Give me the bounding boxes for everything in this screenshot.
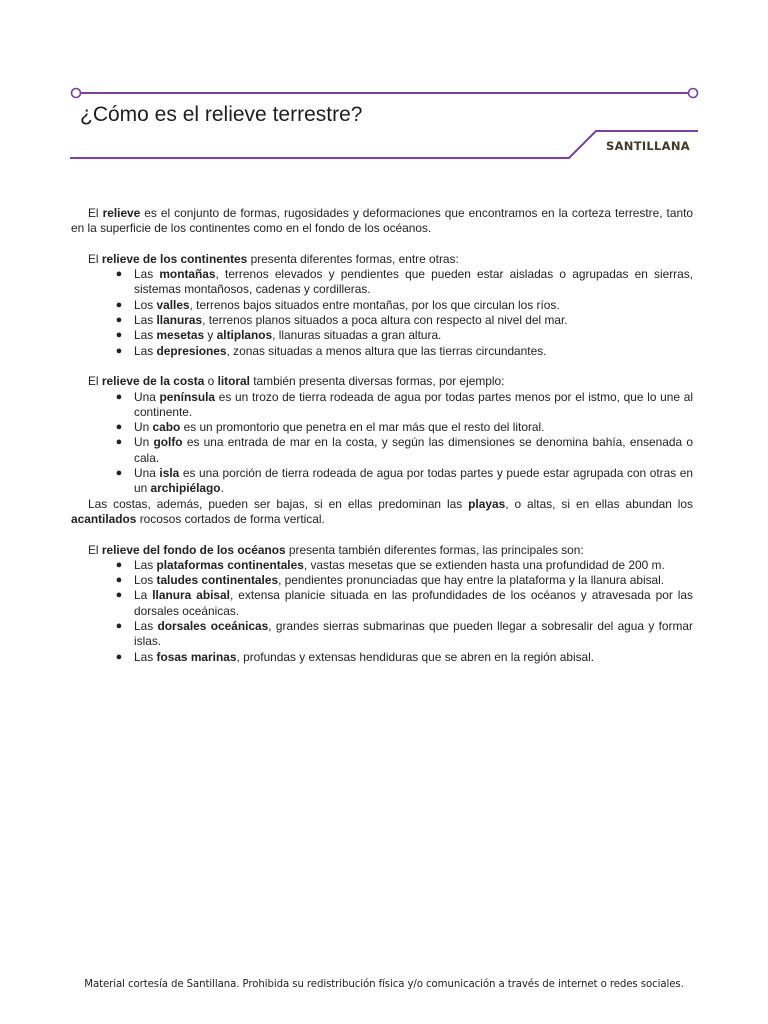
list-item: ● Los taludes continentales, pendientes pronunciadas que hay entre la plataforma y la llanura abisal.	[115, 573, 665, 588]
list-item: ● Las fosas marinas, profundas y extensas hendiduras que se abren en la región abisal.	[115, 649, 595, 664]
intro-paragraph: El relieve es el conjunto de formas, rugosidades y deformaciones que encontramos en la corteza terrestre, tanto en la superficie de los continentes como en el fondo de los océanos.	[71, 206, 693, 236]
list-item: ● Un cabo es un promontorio que penetra en el mar más que el resto del litoral.	[115, 420, 545, 435]
list-item: ● La llanura abisal, extensa planicie situada en las profundidades de los océanos y atravesada por las dorsales oceánicas.	[115, 588, 693, 618]
coast-list	[71, 390, 693, 497]
list-item: ● Los valles, terrenos bajos situados entre montañas, por los que circulan los ríos.	[115, 297, 560, 312]
list-item: ● Las dorsales oceánicas, grandes sierras submarinas que pueden llegar a sobresalir del agua y formar islas.	[115, 619, 693, 649]
header-bottom-rule	[70, 131, 698, 158]
page-title: ¿Cómo es el relieve terrestre?	[80, 103, 363, 126]
coast-intro: El relieve de la costa o litoral también presenta diversas formas, por ejemplo:	[88, 374, 505, 389]
continents-intro: El relieve de los continentes presenta diferentes formas, entre otras:	[88, 251, 459, 266]
document-body	[71, 206, 693, 665]
continents-list	[71, 267, 693, 359]
list-item: ● Las mesetas y altiplanos, llanuras situadas a gran altura.	[115, 328, 442, 343]
ocean-list	[71, 558, 693, 665]
list-item: ● Una isla es una porción de tierra rodeada de agua por todas partes y puede estar agrupada con otras en un archipiélago.	[115, 466, 693, 496]
list-item: ● Las depresiones, zonas situadas a menos altura que las tierras circundantes.	[115, 343, 547, 358]
list-item: ● Las llanuras, terrenos planos situados a poca altura con respecto al nivel del mar.	[115, 313, 568, 328]
list-item: ● Las plataformas continentales, vastas mesetas que se extienden hasta una profundidad de 200 m.	[115, 557, 665, 572]
brand-logo: SANTILLANA	[606, 139, 691, 153]
header-right-ring	[689, 89, 698, 98]
list-item: ● Una península es un trozo de tierra rodeada de agua por todas partes menos por el istmo, que lo une al continente.	[115, 389, 693, 419]
list-item: ● Un golfo es una entrada de mar en la costa, y según las dimensiones se denomina bahía, ensenada o cala.	[115, 435, 693, 465]
coast-extra-paragraph: Las costas, además, pueden ser bajas, si en ellas predominan las playas, o altas, si en ellas abundan los acantilados rocosos cortados de forma vertical.	[71, 496, 693, 526]
footer-notice: Material cortesía de Santillana. Prohibida su redistribución física y/o comunicación a través de internet o redes sociales.	[84, 979, 684, 990]
list-item: ● Las montañas, terrenos elevados y pendientes que pueden estar aisladas o agrupadas en sierras, sistemas montañosos, cadenas y cordilleras.	[115, 267, 693, 297]
ocean-intro: El relieve del fondo de los océanos presenta también diferentes formas, las principales son:	[88, 542, 584, 557]
header-left-ring	[72, 89, 81, 98]
